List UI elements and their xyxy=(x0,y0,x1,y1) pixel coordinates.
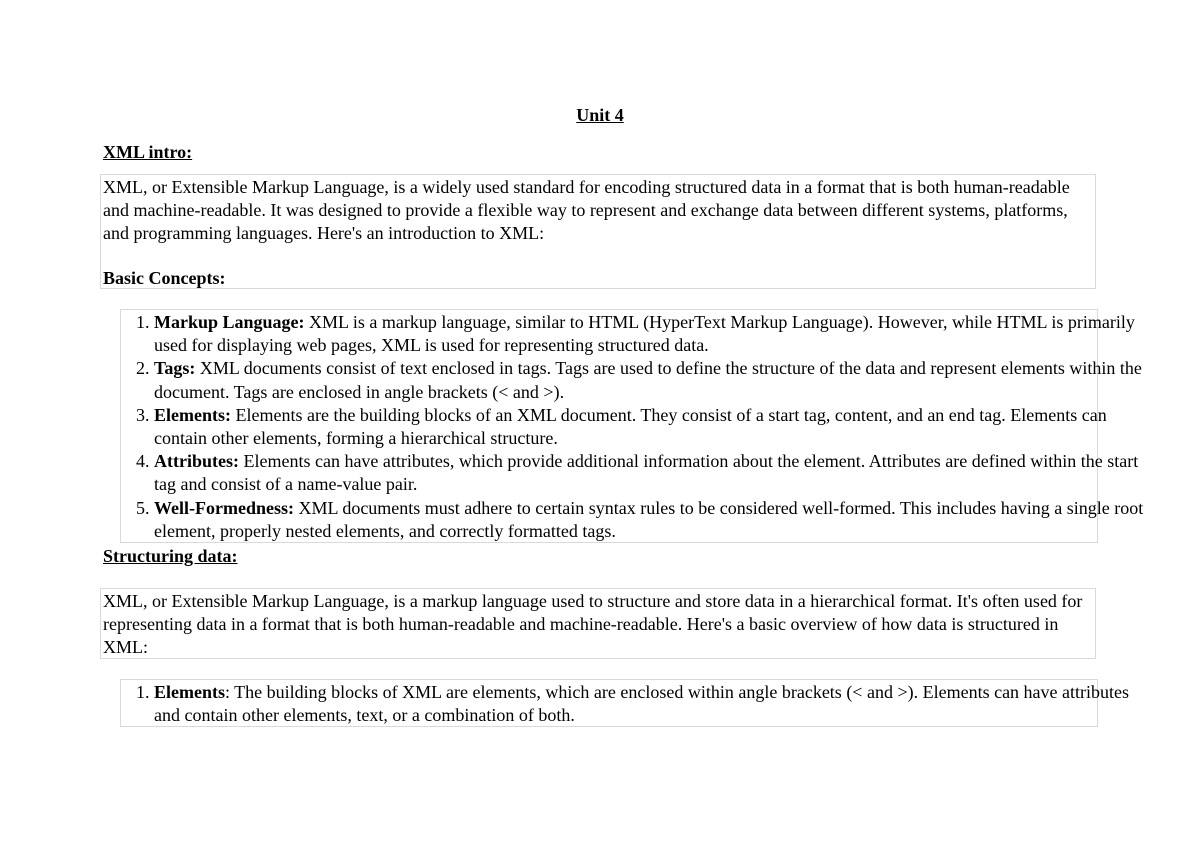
list-item-term: Tags: xyxy=(154,358,196,379)
list-item-term: Elements: xyxy=(154,404,231,425)
list-item xyxy=(154,404,1144,450)
list-item-text: XML documents must adhere to certain syntax rules to be considered well-formed. This includes having a single root element, properly nested elements, and correctly formatted tags. xyxy=(154,497,1144,541)
basic-concepts-list xyxy=(103,311,1144,543)
structuring-list xyxy=(103,681,1144,727)
structuring-intro-paragraph: XML, or Extensible Markup Language, is a markup language used to structure and store data in a hierarchical format. It's often used for representing data in a format that is both human-readable and machine-readable. Here's a basic overview of how data is structured in XML: xyxy=(103,591,1083,658)
list-item-text: : The building blocks of XML are elements, which are enclosed within angle brackets (< and >). Elements can have attributes and contain other elements, text, or a combination of both. xyxy=(154,682,1130,726)
list-item-text: Elements can have attributes, which provide additional information about the element. Attributes are defined within the start tag and consist of a name-value pair. xyxy=(154,451,1139,495)
list-item-term: Attributes: xyxy=(154,451,239,472)
list-item-term: Well-Formedness: xyxy=(154,497,294,518)
section-heading-structuring-data: Structuring data: xyxy=(103,546,238,566)
list-item-term: Markup Language: xyxy=(154,312,305,332)
list-item xyxy=(154,681,1144,727)
list-item xyxy=(154,497,1144,543)
list-item xyxy=(154,357,1144,403)
list-item-text: XML documents consist of text enclosed in tags. Tags are used to define the structure of the data and represent elements within the document. Tags are enclosed in angle brackets (< and >). xyxy=(154,358,1142,402)
list-item-term: Elements xyxy=(154,682,225,702)
basic-concepts-heading: Basic Concepts: xyxy=(103,268,226,288)
section-heading-xml-intro: XML intro: xyxy=(103,142,193,162)
list-item xyxy=(154,450,1144,496)
page-title: Unit 4 xyxy=(576,105,624,125)
list-item xyxy=(154,311,1144,357)
intro-paragraph: XML, or Extensible Markup Language, is a widely used standard for encoding structured data in a format that is both human-readable and machine-readable. It was designed to provide a flexible way to represent and exchange data between different systems, platforms, and programming languages. Here's an introduction to XML: xyxy=(103,177,1070,244)
list-item-text: XML is a markup language, similar to HTML (HyperText Markup Language). However, while HTML is primarily used for displaying web pages, XML is used for representing structured data. xyxy=(154,312,1135,356)
list-item-text: Elements are the building blocks of an XML document. They consist of a start tag, content, and an end tag. Elements can contain other elements, forming a hierarchical structure. xyxy=(154,404,1107,449)
